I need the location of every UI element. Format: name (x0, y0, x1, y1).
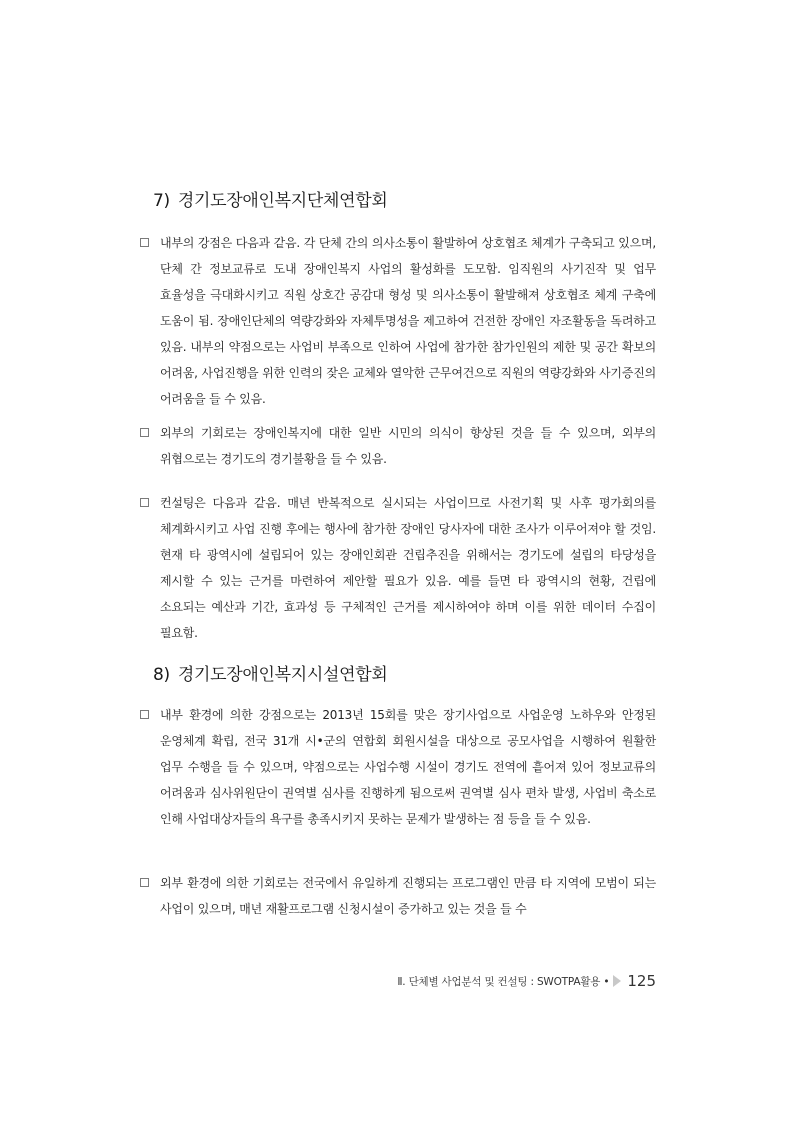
page-footer (397, 972, 656, 990)
paragraph-consulting-7 (140, 490, 656, 646)
section-title: 경기도장애인복지단체연합회 (177, 191, 388, 211)
paragraph-text: 컨설팅은 다음과 같음. 매년 반복적으로 실시되는 사업이므로 사전기획 및 사후 평가회의를 체계화시키고 사업 진행 후에는 행사에 참가한 장애인 당사자에 대한 조사가 이루어져야 할 것임. 현재 타 광역시에 설립되어 있는 장애인회관 건립추진을 위해서는 경기도에 설립의 타당성을 제시할 수 있는 근거를 마련하여 제안할 필요가 있음. 예를 들면 타 광역시의 현황, 건립에 소요되는 예산과 기간, 효과성 등 구체적인 근거를 제시하여야 하며 이를 위한 데이터 수집이 필요함. (160, 496, 656, 640)
paragraph-opportunities-threats-7 (140, 420, 656, 472)
square-bullet-icon (140, 238, 149, 247)
paragraph-strengths-weaknesses-8 (140, 702, 656, 832)
section-number: 7) (153, 191, 170, 211)
section-number: 8) (153, 665, 170, 685)
page-number: 125 (627, 972, 656, 990)
section-heading-8 (153, 660, 387, 685)
section-title: 경기도장애인복지시설연합회 (177, 665, 388, 685)
paragraph-strengths-weaknesses-7 (140, 230, 656, 412)
square-bullet-icon (140, 428, 149, 437)
paragraph-text: 외부 환경에 의한 기회로는 전국에서 유일하게 진행되는 프로그램인 만큼 타 지역에 모범이 되는 사업이 있으며, 매년 재활프로그램 신청시설이 증가하고 있는 것을 들 수 (160, 876, 656, 916)
paragraph-text: 내부의 강점은 다음과 같음. 각 단체 간의 의사소통이 활발하여 상호협조 체계가 구축되고 있으며, 단체 간 정보교류로 도내 장애인복지 사업의 활성화를 도모함. 임직원의 사기진작 및 업무 효율성을 극대화시키고 직원 상호간 공감대 형성 및 의사소통이 활발해져 상호협조 체계 구축에 도움이 됨. 장애인단체의 역량강화와 자체투명성을 제고하여 건전한 장애인 자조활동을 독려하고 있음. 내부의 약점으로는 사업비 부족으로 인하여 사업에 참가한 참가인원의 제한 및 공간 확보의 어려움, 사업진행을 위한 인력의 잦은 교체와 열악한 근무여건으로 직원의 역량강화와 사기증진의 어려움을 들 수 있음. (160, 236, 657, 406)
paragraph-opportunities-8 (140, 870, 656, 922)
square-bullet-icon (140, 710, 149, 719)
section-heading-7 (153, 186, 387, 211)
paragraph-text: 내부 환경에 의한 강점으로는 2013년 15회를 맞은 장기사업으로 사업운영 노하우와 안정된 운영체계 확립, 전국 31개 시•군의 연합회 회원시설을 대상으로 공모사업을 시행하여 원활한 업무 수행을 들 수 있으며, 약점으로는 사업수행 시설이 경기도 전역에 흩어져 있어 정보교류의 어려움과 심사위원단이 권역별 심사를 진행하게 됨으로써 권역별 심사 편차 발생, 사업비 축소로 인해 사업대상자들의 욕구를 총족시키지 못하는 문제가 발생하는 점 등을 들 수 있음. (160, 708, 656, 826)
paragraph-text: 외부의 기회로는 장애인복지에 대한 일반 시민의 의식이 향상된 것을 들 수 있으며, 외부의 위협으로는 경기도의 경기불황을 들 수 있음. (160, 426, 656, 466)
square-bullet-icon (140, 498, 149, 507)
arrow-right-icon (613, 975, 621, 987)
footer-chapter-title: Ⅱ. 단체별 사업분석 및 컨설팅 : SWOTPA활용 • (397, 975, 610, 988)
square-bullet-icon (140, 878, 149, 887)
